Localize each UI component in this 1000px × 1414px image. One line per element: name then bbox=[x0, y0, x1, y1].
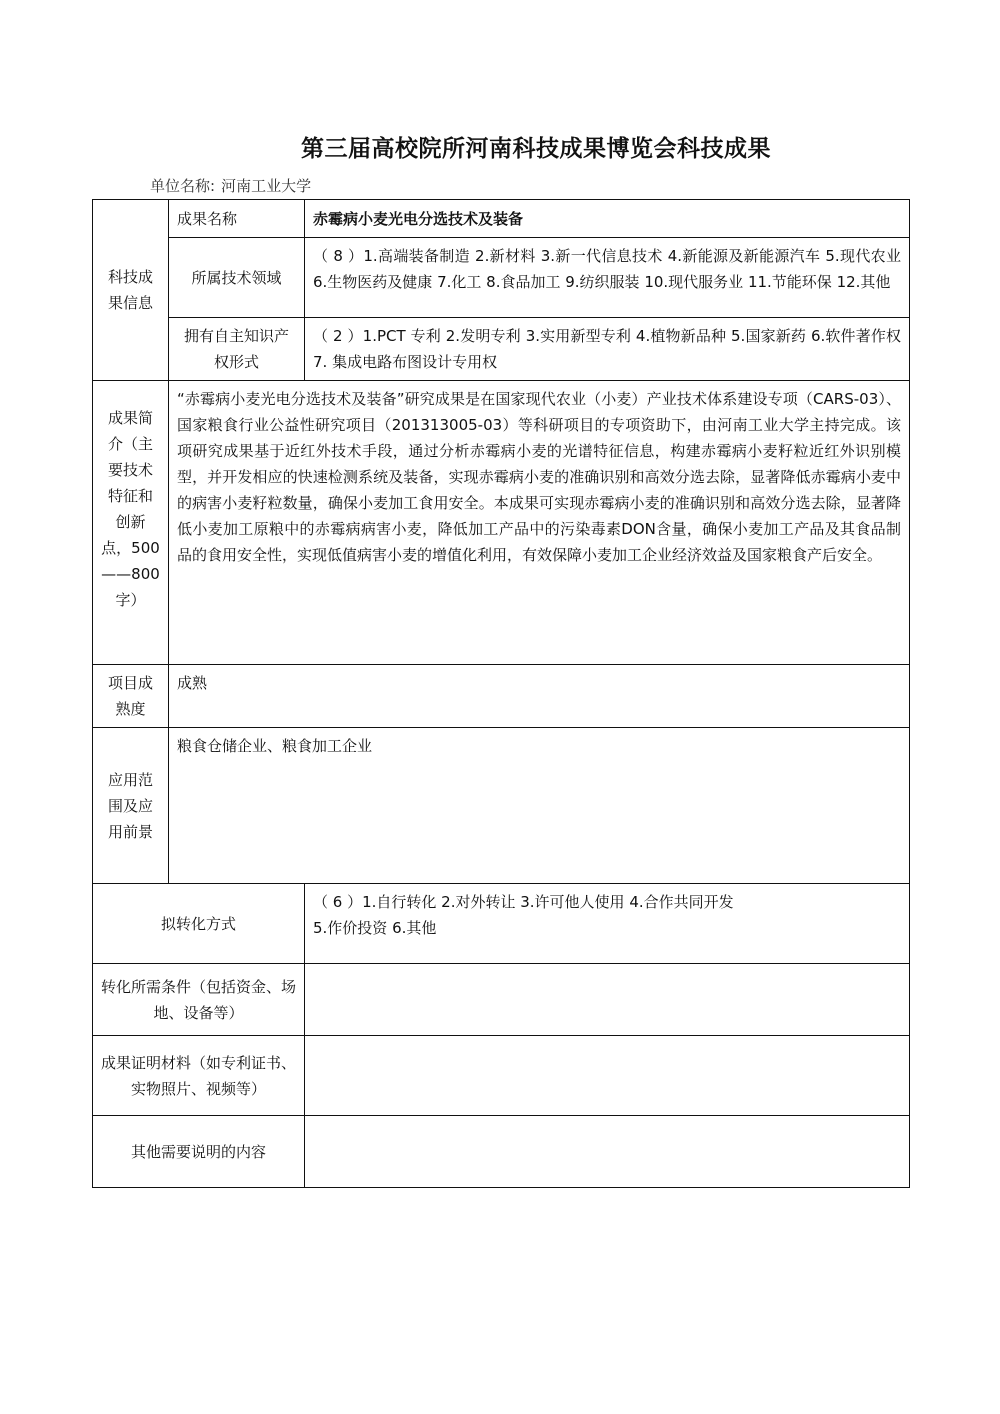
other-label: 其他需要说明的内容 bbox=[93, 1116, 305, 1188]
maturity-label: 项目成熟度 bbox=[93, 665, 169, 728]
unit-line bbox=[150, 175, 317, 196]
proof-label: 成果证明材料（如专利证书、实物照片、视频等） bbox=[93, 1036, 305, 1116]
summary-label: 成果简介（主要技术特征和创新点，500——800字） bbox=[93, 381, 169, 665]
unit-label: 单位名称: bbox=[150, 177, 216, 195]
transfer-label: 拟转化方式 bbox=[93, 884, 305, 964]
application-label: 应用范围及应用前景 bbox=[93, 728, 169, 884]
unit-value: 河南工业大学 bbox=[221, 177, 312, 195]
proof-value bbox=[305, 1036, 910, 1116]
ip-form-value: （ 2 ）1.PCT 专利 2.发明专利 3.实用新型专利 4.植物新品种 5.国家新药 6.软件著作权 7. 集成电路布图设计专用权 bbox=[305, 318, 910, 381]
tech-field-value: （ 8 ）1.高端装备制造 2.新材料 3.新一代信息技术 4.新能源及新能源汽车 5.现代农业 6.生物医药及健康 7.化工 8.食品加工 9.纺织服装 10.现代服务业 11.节能环保 12.其他 bbox=[305, 238, 910, 318]
application-value: 粮食仓储企业、粮食加工企业 bbox=[169, 728, 910, 884]
other-value bbox=[305, 1116, 910, 1188]
achievement-form-table bbox=[92, 199, 910, 1188]
document-title: 第三届高校院所河南科技成果博览会科技成果 bbox=[301, 136, 771, 162]
conditions-value bbox=[305, 964, 910, 1036]
maturity-value: 成熟 bbox=[169, 665, 910, 728]
info-section-label: 科技成果信息 bbox=[93, 200, 169, 381]
summary-text: “赤霉病小麦光电分选技术及装备”研究成果是在国家现代农业（小麦）产业技术体系建设专项（CARS-03）、国家粮食行业公益性研究项目（201313005-03）等科研项目的专项资助下，由河南工业大学主持完成。该项研究成果基于近红外技术手段，通过分析赤霉病小麦的光谱特征信息，构建赤霉病小麦籽粒近红外识别模型，并开发相应的快速检测系统及装备，实现赤霉病小麦的准确识别和高效分选去除，显著降低赤霉病小麦中的病害小麦籽粒数量，确保小麦加工食用安全。本成果可实现赤霉病小麦的准确识别和高效分选去除，显著降低小麦加工原粮中的赤霉病病害小麦，降低加工产品中的污染毒素DON含量，确保小麦加工产品及其食品制品的食用安全性，实现低值病害小麦的增值化利用，有效保障小麦加工企业经济效益及国家粮食产后安全。 bbox=[169, 381, 910, 665]
achievement-name-label: 成果名称 bbox=[169, 200, 305, 238]
achievement-name-value: 赤霉病小麦光电分选技术及装备 bbox=[305, 200, 910, 238]
conditions-label: 转化所需条件（包括资金、场地、设备等） bbox=[93, 964, 305, 1036]
ip-form-label: 拥有自主知识产权形式 bbox=[169, 318, 305, 381]
tech-field-label: 所属技术领域 bbox=[169, 238, 305, 318]
transfer-value: （ 6 ）1.自行转化 2.对外转让 3.许可他人使用 4.合作共同开发 5.作价投资 6.其他 bbox=[305, 884, 910, 964]
